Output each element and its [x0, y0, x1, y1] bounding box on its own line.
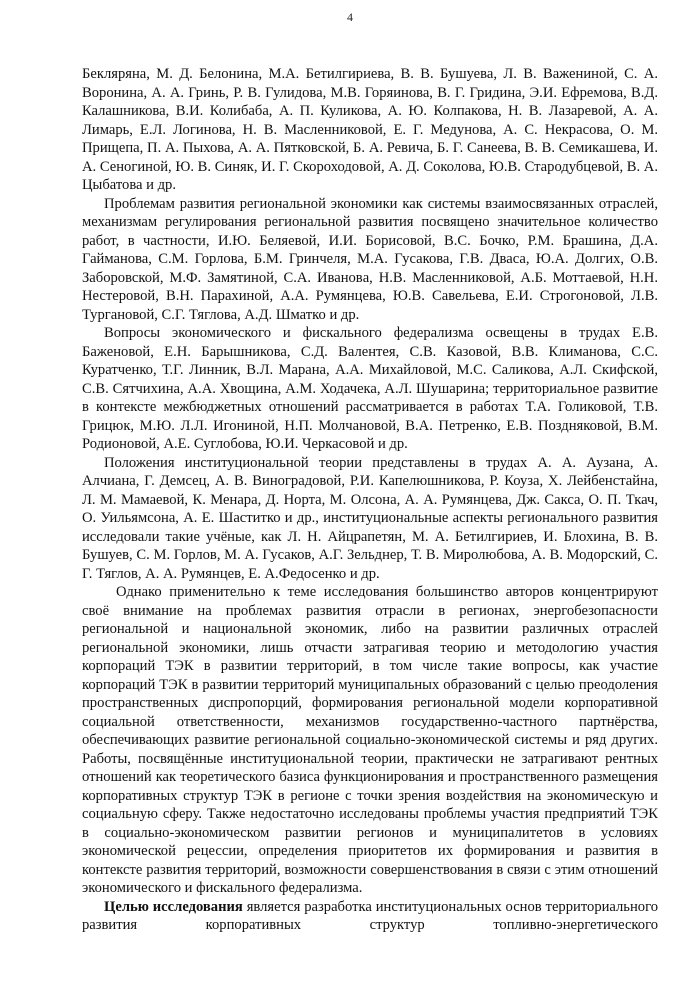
paragraph-research-goal [82, 898, 658, 935]
body-text [82, 65, 658, 935]
paragraph-authors-list: Бекляряна, М. Д. Белонина, М.А. Бетилгириева, В. В. Бушуева, Л. В. Важениной, С. А. Воронина, А. А. Гринь, Р. В. Гулидова, М.В. Горяинова, В. Г. Гридина, Э.И. Ефремова, В.Д. Калашникова, В.И. Колибаба, А. П. Куликова, А. Ю. Колпакова, Н. В. Лазаревой, А. А. Лимарь, Е.Л. Логинова, Н. В. Масленниковой, Е. Г. Медунова, А. С. Некрасова, О. М. Прищепа, П. А. Пыхова, А. А. Пятковской, Б. А. Ревича, Б. Г. Санеева, В. В. Семикашева, И. А. Сеногиной, Ю. В. Синяк, И. Г. Скороходовой, А. Д. Соколова, Ю.В. Стародубцевой, В. А. Цыбатова и др. [82, 66, 658, 193]
page-number: 4 [347, 10, 353, 24]
paragraph-fiscal-federalism: Вопросы экономического и фискального федерализма освещены в трудах Е.В. Баженовой, Е.Н. Барышникова, С.Д. Валентея, С.В. Казовой, В.В. Климанова, С.С. Куратченко, Т.Г. Линник, В.Л. Марана, А.А. Михайловой, М.С. Саликова, А.Л. Скифской, С.В. Сятчихина, А.А. Хвощина, А.М. Ходачека, А.Л. Шушарина; территориальное развитие в контексте межбюджетных отношений рассматривается в работах Т.А. Голиковой, Т.В. Грицюк, М.Ю. Л.Л. Игониной, Н.П. Молчановой, В.А. Петренко, Е.В. Поздняковой, В.М. Родионовой, А.Е. Суглобова, Ю.И. Черкасовой и др. [82, 325, 658, 452]
paragraph-research-gap: Однако применительно к теме исследования большинство авторов концентрируют своё внимание на проблемах развития отрасли в регионах, энергобезопасности региональной и национальной экономик, либо на развитии различных отраслей региональной экономики, лишь отчасти затрагивая теорию и методологию участия корпораций ТЭК в развитии территорий, в том числе такие вопросы, как участие корпораций ТЭК в развитии территорий муниципальных образований с целью преодоления пространственных диспропорций, формирования региональной модели корпоративной социальной ответственности, механизмов государственно-частного партнёрства, обеспечивающих развитие региональной социально-экономической системы и ряд других. Работы, посвящённые институциональной теории, практически не затрагивают рентных отношений как теоретического базиса функционирования и пространственного размещения корпоративных структур ТЭК в регионе с точки зрения воздействия на экономическую и социальную сферу. Также недостаточно исследованы проблемы участия предприятий ТЭК в социально-экономическом развитии регионов и муниципалитетов в условиях экономической рецессии, определения приоритетов их формирования и развития в контексте развития территорий, возможности совершенствования в связи с этим отношений экономического и фискального федерализма. [82, 584, 658, 896]
research-goal-text: является разработка институциональных основ территориального развития корпоративных структур топливно-энергетического [82, 898, 658, 933]
research-goal-lead: Целью исследования [104, 898, 243, 915]
paragraph-regional-economy: Проблемам развития региональной экономики как системы взаимосвязанных отраслей, механизмам регулирования региональной развития посвящено значительное количество работ, в частности, И.Ю. Беляевой, И.И. Борисовой, В.С. Бочко, Р.М. Брашина, Д.А. Гайманова, С.М. Горлова, Б.М. Гринчеля, М.А. Гусакова, Г.В. Дваса, Ю.А. Долгих, О.В. Заборовской, М.Ф. Замятиной, С.А. Ивановa, Н.В. Масленниковой, А.Б. Моттаевой, Н.Н. Нестеровой, В.Н. Парахиной, А.А. Румянцева, Ю.В. Савельева, Е.И. Строгоновой, Л.В. Тургановой, С.Г. Тяглова, А.Д. Шматко и др. [82, 195, 658, 323]
paragraph-institutional-theory: Положения институциональной теории представлены в трудах А. А. Аузана, А. Алчиана, Г. Демсец, А. В. Виноградовой, Р.И. Капелюшникова, Р. Коуза, Х. Лейбенстайна, Л. М. Мамаевой, К. Менара, Д. Норта, М. Олсона, А. А. Румянцева, Дж. Сакса, О. П. Ткач, О. Уильямсона, А. Е. Шаститко и др., институциональные аспекты регионального развития исследовали такие учёные, как Л. Н. Айцрапетян, М. А. Бетилгириев, И. Блохина, В. В. Бушуев, С. М. Горлов, М. А. Гусаков, А.Г. Зельднер, Т. В. Миролюбова, А. В. Модорский, С. Г. Тяглов, А. А. Румянцев, Е. А.Федосенко и др. [82, 454, 658, 582]
